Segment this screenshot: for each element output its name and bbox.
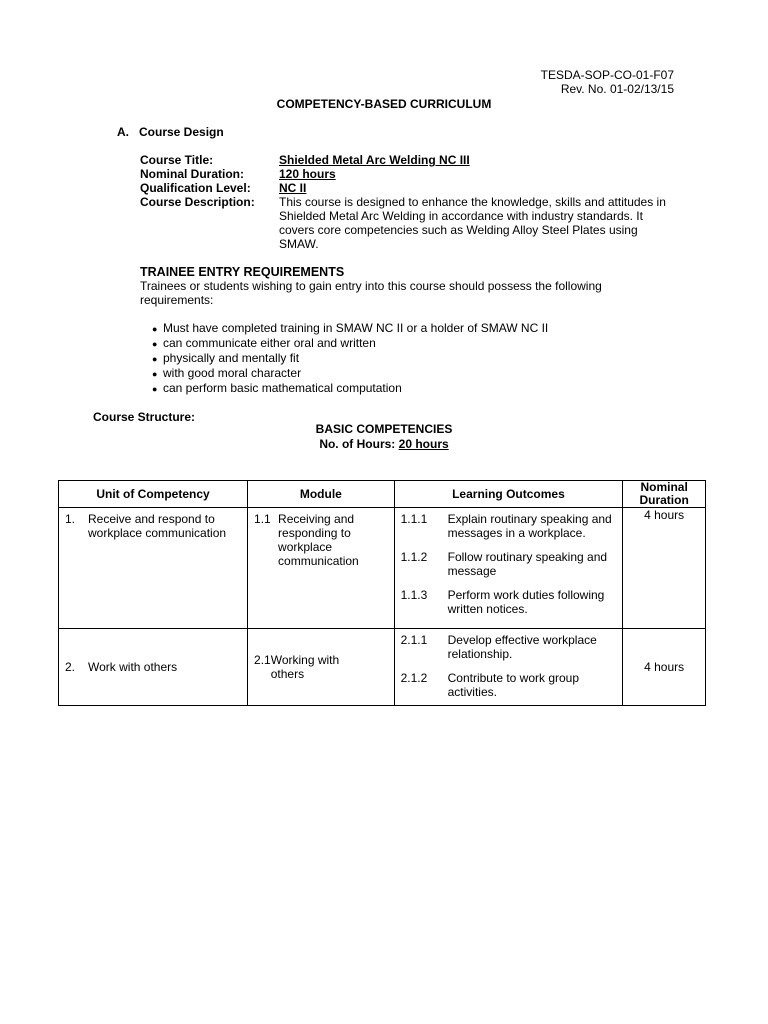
course-description-value: This course is designed to enhance the knowledge, skills and attitudes in Shielded Metal Arc Welding in accordance with industry standards. It covers core competencies such as Welding Alloy Steel Plates using SMAW. [279,195,666,251]
unit-cell [59,508,248,629]
bullet-icon: ● [152,339,158,349]
entry-requirements-intro: Trainees or students wishing to gain entry into this course should possess the following requirements: [140,279,602,307]
outcome-item [401,633,617,661]
hours-label: No. of Hours: [319,437,396,451]
module-cell [248,508,395,629]
outcome-number: 2.1.2 [400,671,428,685]
entry-requirements-heading: TRAINEE ENTRY REQUIREMENTS [140,265,345,279]
nominal-duration-value: 120 hours [279,167,336,181]
course-structure-label: Course Structure: [93,410,196,424]
duration-cell: 4 hours [623,508,706,629]
section-letter: A. [117,125,129,139]
list-item [152,366,548,381]
unit-cell [59,629,248,706]
form-code: TESDA-SOP-CO-01-F07 [540,68,674,82]
outcome-item [401,550,617,578]
list-item-text: with good moral character [163,366,302,380]
course-title-row [140,153,680,167]
unit-number: 2. [65,660,76,674]
competency-table [58,480,706,706]
outcome-text: Perform work duties following written notices. [447,588,605,616]
course-description-row [140,195,680,251]
qualification-level-row [140,181,680,195]
list-item-text: physically and mentally fit [163,351,300,365]
list-item-text: Must have completed training in SMAW NC II or a holder of SMAW NC II [163,321,549,335]
duration-cell: 4 hours [623,629,706,706]
col-header-duration [623,481,706,508]
module-text: Receiving and responding to workplace communication [278,512,359,568]
outcome-number: 2.1.1 [400,633,428,647]
outcome-text: Develop effective workplace relationship. [447,633,597,661]
section-course-design [117,125,224,139]
unit-number: 1. [65,512,76,526]
outcomes-cell [394,508,623,629]
unit-text: Receive and respond to workplace communication [88,512,227,540]
module-cell [248,629,395,706]
qualification-level-label: Qualification Level: [140,181,251,195]
revision-number: Rev. No. 01-02/13/15 [560,82,674,96]
table-row [59,508,706,629]
bullet-icon: ● [152,369,158,379]
outcome-number: 1.1.2 [400,550,428,564]
bullet-icon: ● [152,384,158,394]
course-title-value: Shielded Metal Arc Welding NC III [279,153,470,167]
list-item-text: can perform basic mathematical computation [163,381,402,395]
outcome-number: 1.1.1 [400,512,428,526]
module-number: 2.1 [254,653,271,667]
col-header-unit: Unit of Competency [59,481,248,508]
module-text: Working with others [270,653,340,681]
unit-text: Work with others [88,660,178,674]
course-info [140,153,680,251]
module-number: 1.1 [254,512,271,526]
col-header-outcomes: Learning Outcomes [394,481,623,508]
outcomes-cell [394,629,623,706]
table-row [59,629,706,706]
course-description-label: Course Description: [140,195,255,209]
document-title: COMPETENCY-BASED CURRICULUM [276,97,492,111]
list-item-text: can communicate either oral and written [163,336,376,350]
outcome-item [401,512,617,540]
outcome-item [401,588,617,616]
list-item [152,381,548,396]
hours-line [0,437,768,451]
list-item [152,351,548,366]
outcome-text: Contribute to work group activities. [447,671,580,699]
bullet-icon: ● [152,324,158,334]
nominal-duration-row [140,167,680,181]
col-header-duration-text: Nominal Duration [639,480,689,507]
table-header-row [59,481,706,508]
col-header-module: Module [248,481,395,508]
hours-value: 20 hours [398,437,449,451]
qualification-level-value: NC II [279,181,307,195]
list-item [152,321,548,336]
list-item [152,336,548,351]
outcome-text: Follow routinary speaking and message [447,550,608,578]
bullet-icon: ● [152,354,158,364]
basic-competencies-heading: BASIC COMPETENCIES [315,422,453,436]
outcome-number: 1.1.3 [400,588,428,602]
section-label: Course Design [139,125,224,139]
entry-requirements-list [152,321,548,396]
nominal-duration-label: Nominal Duration: [140,167,244,181]
course-title-label: Course Title: [140,153,214,167]
outcome-text: Explain routinary speaking and messages in a workplace. [447,512,612,540]
outcome-item [401,671,617,699]
